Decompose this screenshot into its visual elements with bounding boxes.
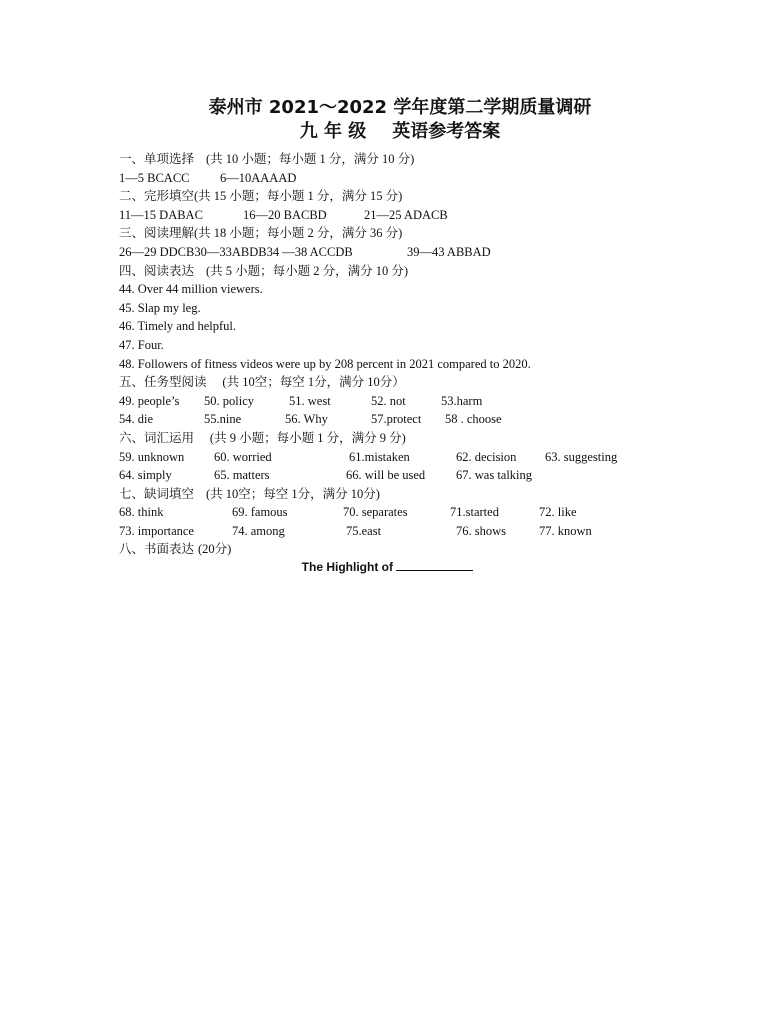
answer-item: 6—10AAAAD [220, 170, 297, 185]
answer-item: 1—5 BCACC [119, 170, 190, 185]
answer-item: 66. will be used [346, 468, 426, 483]
answer-item: 50. policy [204, 393, 254, 408]
answer-item: 53.harm [441, 393, 483, 408]
section-heading-2: 二、完形填空(共 15 小题；每小题 1 分，满分 15 分) [119, 188, 403, 204]
section-heading-3: 三、阅读理解(共 18 小题；每小题 2 分，满分 36 分) [119, 225, 403, 241]
answer-item: 67. was talking [456, 468, 533, 483]
answer-item: 63. suggesting [545, 449, 618, 464]
answer-row [119, 522, 759, 541]
answer-item: 68. think [119, 505, 164, 520]
answer-item: 74. among [232, 523, 285, 538]
answer-item: 75.east [346, 523, 382, 538]
section-heading-7: 七、缺词填空 (共 10空；每空 1分，满分 10分) [119, 485, 380, 501]
section-heading-6: 六、词汇运用 (共 9 小题；每小题 1 分，满分 9 分) [119, 429, 406, 445]
answer-item: 48. Followers of fitness videos were up by 208 percent in 2021 compared to 2020. [119, 356, 531, 371]
answer-item: 49. people’s [119, 393, 180, 408]
answer-item: 65. matters [214, 468, 270, 483]
answer-item: 60. worried [214, 449, 272, 464]
answer-item: 51. west [289, 393, 331, 408]
answer-row [119, 392, 759, 411]
section-note: (共 15 小题；每小题 1 分，满分 15 分) [194, 189, 403, 204]
answer-item: 58 . choose [445, 412, 502, 427]
answer-item: 26—29 DDCB30—33ABDB34 —38 ACCDB [119, 244, 353, 259]
section-heading-8: 八、书面表达 (20分) [119, 541, 232, 557]
answer-item: 52. not [371, 393, 406, 408]
answer-row [119, 503, 759, 522]
answer-item: 61.mistaken [349, 449, 410, 464]
section-note: (共 9 小题；每小题 1 分，满分 9 分) [209, 430, 406, 445]
essay-title-text: The Highlight of [301, 560, 393, 574]
answer-item: 45. Slap my leg. [119, 300, 201, 315]
answer-row [119, 448, 759, 467]
section-note: (共 5 小题；每小题 2 分，满分 10 分) [205, 263, 409, 278]
grade-label: 九 年 级 [299, 121, 367, 142]
answer-item: 72. like [539, 505, 577, 520]
answer-item: 11—15 DABAC [119, 207, 203, 222]
document-subtitle [0, 121, 775, 143]
answer-row [119, 206, 759, 225]
document-title: 泰州市 2021～2022 学年度第二学期质量调研 [208, 97, 592, 118]
answer-item: 39—43 ABBAD [407, 244, 491, 259]
answer-item: 57.protect [371, 412, 422, 427]
answer-item: 46. Timely and helpful. [119, 319, 237, 334]
answer-item: 69. famous [232, 505, 288, 520]
answer-item: 64. simply [119, 468, 172, 483]
answer-item: 76. shows [456, 523, 507, 538]
section-heading-5: 五、任务型阅读 (共 10空；每空 1分，满分 10分） [119, 374, 405, 390]
section-heading-4: 四、阅读表达 (共 5 小题；每小题 2 分，满分 10 分) [119, 262, 409, 278]
section-note: (共 10 小题；每小题 1 分，满分 10 分) [205, 152, 415, 166]
subject-label: 英语参考答案 [392, 121, 501, 142]
answer-item: 62. decision [456, 449, 517, 464]
answer-item: 73. importance [119, 523, 194, 538]
answer-item: 21—25 ADACB [364, 207, 448, 222]
answer-item: 16—20 BACBD [243, 207, 327, 222]
answer-item: 71.started [450, 505, 499, 520]
essay-title-blank [396, 559, 473, 571]
answer-item: 44. Over 44 million viewers. [119, 282, 263, 297]
essay-title [0, 559, 775, 575]
answer-row [119, 243, 759, 262]
answer-item: 47. Four. [119, 337, 164, 352]
section-note: (共 10空；每空 1分，满分 10分） [222, 375, 405, 390]
answer-item: 55.nine [204, 412, 242, 427]
answer-row [119, 410, 759, 429]
answer-content [119, 150, 759, 559]
answer-row [119, 169, 759, 188]
answer-item: 70. separates [343, 505, 408, 520]
section-note: (20分) [198, 542, 232, 557]
answer-row [119, 466, 759, 485]
section-note: (共 18 小题；每小题 2 分，满分 36 分) [194, 226, 403, 241]
section-heading-1: 一、单项选择 (共 10 小题；每小题 1 分，满分 10 分) [119, 151, 415, 166]
answer-item: 59. unknown [119, 449, 185, 464]
answer-item: 56. Why [285, 412, 328, 427]
answer-item: 77. known [539, 523, 592, 538]
section-note: (共 10空；每空 1分，满分 10分) [205, 486, 380, 501]
answer-item: 54. die [119, 412, 154, 427]
